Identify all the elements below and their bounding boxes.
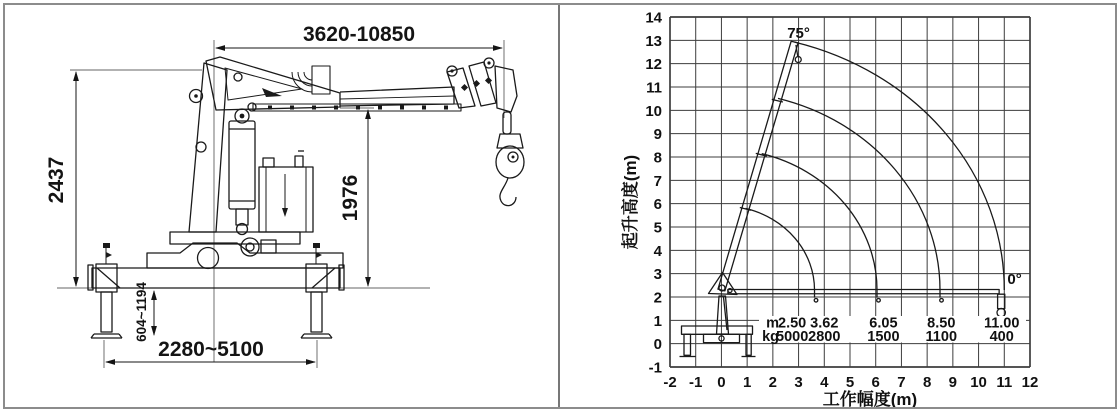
load-table-cell: 5000 bbox=[776, 329, 809, 345]
dim-outrigger-span-label: 2280~5100 bbox=[158, 338, 264, 361]
y-tick-label: 10 bbox=[645, 102, 662, 120]
load-table-cell: 11.00 bbox=[983, 315, 1020, 332]
x-tick-label: 5 bbox=[845, 374, 855, 391]
load-table-row-header: m bbox=[766, 315, 779, 332]
y-tick-label: 3 bbox=[653, 266, 662, 284]
load-table-row-header: kg bbox=[762, 329, 779, 345]
crane-line-art bbox=[88, 57, 524, 338]
x-tick-label: 8 bbox=[922, 374, 932, 391]
y-tick-label: 5 bbox=[653, 219, 662, 237]
y-tick-label: 12 bbox=[645, 56, 662, 74]
y-axis-title: 起升高度(m) bbox=[621, 154, 640, 250]
load-table-cell: 2800 bbox=[808, 329, 841, 345]
y-tick-label: 14 bbox=[645, 9, 662, 27]
x-tick-label: 2 bbox=[768, 374, 778, 391]
x-tick-label: 0 bbox=[717, 374, 726, 391]
chart-grid bbox=[620, 10, 1038, 410]
load-table-cell: 1100 bbox=[925, 329, 958, 345]
x-axis-title: 工作幅度(m) bbox=[822, 390, 918, 409]
y-tick-label: 13 bbox=[645, 32, 662, 50]
crane-drawing-panel bbox=[0, 0, 559, 412]
boom-arc bbox=[778, 98, 940, 290]
x-tick-label: 10 bbox=[970, 374, 987, 391]
x-tick-label: 11 bbox=[996, 374, 1013, 391]
y-tick-label: 7 bbox=[653, 172, 662, 190]
x-tick-label: 4 bbox=[820, 374, 829, 391]
angle-annotation: 75° bbox=[787, 25, 810, 42]
load-chart-panel bbox=[560, 0, 1120, 412]
y-tick-label: 11 bbox=[646, 79, 662, 97]
x-tick-label: 12 bbox=[1021, 374, 1039, 391]
load-table-cell: 3.62 bbox=[810, 315, 839, 332]
load-table-cell: 2.50 bbox=[778, 315, 807, 332]
y-tick-label: 6 bbox=[653, 196, 662, 214]
dim-overall-height-label: 2437 bbox=[45, 156, 68, 204]
load-table-cell: 8.50 bbox=[927, 315, 956, 332]
boom-0deg bbox=[728, 290, 999, 294]
y-tick-label: 8 bbox=[653, 149, 662, 167]
y-tick-label: -1 bbox=[648, 359, 662, 377]
boom-75deg bbox=[718, 41, 798, 291]
load-height-chart bbox=[560, 0, 1120, 412]
x-tick-label: 6 bbox=[871, 374, 880, 391]
dim-outrigger-extension-label: 604~1194 bbox=[134, 282, 149, 342]
y-tick-label: 2 bbox=[653, 289, 662, 307]
x-tick-label: 3 bbox=[794, 374, 803, 391]
x-tick-label: -2 bbox=[663, 374, 677, 391]
x-tick-label: 1 bbox=[742, 374, 752, 391]
x-tick-label: 9 bbox=[948, 374, 958, 391]
boom-arc bbox=[762, 154, 877, 290]
load-table-cell: 1500 bbox=[867, 329, 900, 345]
load-table-cell: 6.05 bbox=[869, 315, 898, 332]
dim-boom-underside-height-label: 1976 bbox=[339, 174, 362, 222]
y-tick-label: 9 bbox=[653, 126, 662, 144]
extension-lines bbox=[57, 40, 504, 368]
load-table-cell: 400 bbox=[989, 329, 1014, 345]
x-tick-label: 7 bbox=[897, 374, 906, 391]
dim-boom-length-label: 3620-10850 bbox=[302, 23, 416, 46]
boom-arc bbox=[746, 208, 815, 290]
x-tick-label: -1 bbox=[689, 374, 703, 391]
panel-divider bbox=[558, 5, 560, 407]
angle-annotation: 0° bbox=[1007, 271, 1022, 289]
boom-arc bbox=[795, 42, 1005, 290]
y-tick-label: 0 bbox=[653, 336, 662, 354]
crane-dimension-drawing bbox=[0, 0, 559, 412]
y-tick-label: 4 bbox=[653, 242, 662, 260]
y-tick-label: 1 bbox=[653, 312, 662, 330]
